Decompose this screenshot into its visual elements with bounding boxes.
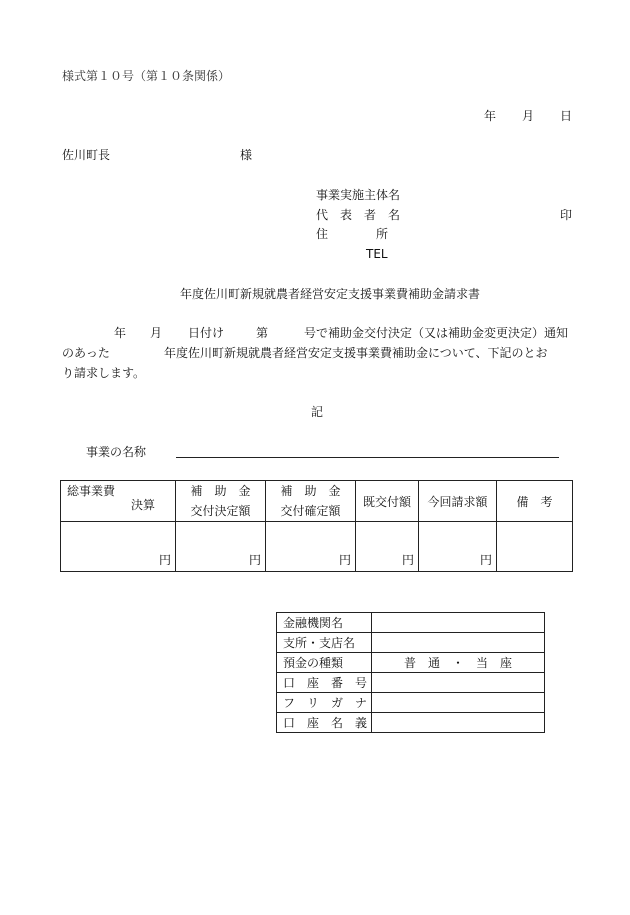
- header-request-amount: 今回請求額: [419, 481, 497, 522]
- project-name-underline: [176, 457, 559, 458]
- furigana-value: [372, 693, 545, 713]
- furigana-label: フ リ ガ ナ: [277, 693, 372, 713]
- decision-amount-cell: 円: [176, 522, 266, 572]
- applicant-rep-label: 代 表 者 名: [316, 208, 401, 222]
- bank-row: [277, 633, 545, 653]
- ki-heading: 記: [311, 405, 324, 419]
- paid-amount-cell: 円: [356, 522, 419, 572]
- header-total-cost-line2: 決算: [130, 498, 155, 512]
- header-remarks: 備 考: [497, 481, 573, 522]
- remarks-cell: [497, 522, 573, 572]
- date-day-label: 日: [560, 109, 573, 123]
- deposit-type-label: 預金の種類: [277, 653, 372, 673]
- branch-name-value: [372, 633, 545, 653]
- bank-row: [277, 653, 545, 673]
- body-line2-rest: 年度佐川町新規就農者経営安定支援事業費補助金について、下記のとお: [164, 346, 548, 360]
- body-line2-lead: のあった: [62, 346, 110, 360]
- header-confirmed-amount: [266, 481, 356, 522]
- account-number-value: [372, 673, 545, 693]
- addressee-honorific: 様: [240, 148, 253, 162]
- body-line1-rest: 号で補助金交付決定（又は補助金変更決定）通知: [304, 326, 569, 340]
- body-year: 年: [114, 326, 127, 340]
- bank-row: [277, 613, 545, 633]
- header-decision-line2: 交付決定額: [190, 504, 251, 518]
- seal-mark: 印: [560, 208, 573, 222]
- account-holder-value: [372, 713, 545, 733]
- branch-name-label: 支所・支店名: [277, 633, 372, 653]
- applicant-tel-label: TEL: [366, 247, 388, 261]
- header-paid-amount: 既交付額: [356, 481, 419, 522]
- applicant-address-label: 住 所: [316, 227, 389, 241]
- form-number: 様式第１０号（第１０条関係）: [62, 69, 231, 83]
- header-total-cost: [61, 481, 176, 522]
- header-confirmed-line2: 交付確定額: [280, 504, 341, 518]
- date-month-label: 月: [522, 109, 535, 123]
- header-confirmed-line1: 補 助 金: [280, 484, 341, 498]
- header-decision-line1: 補 助 金: [190, 484, 251, 498]
- bank-name-label: 金融機関名: [277, 613, 372, 633]
- body-month: 月: [150, 326, 163, 340]
- addressee-name: 佐川町長: [62, 148, 111, 162]
- request-amount-cell: 円: [419, 522, 497, 572]
- bank-row: [277, 713, 545, 733]
- header-decision-amount: [176, 481, 266, 522]
- total-cost-cell: 円: [61, 522, 176, 572]
- applicant-org-label: 事業実施主体名: [316, 188, 401, 202]
- account-number-label: 口 座 番 号: [277, 673, 372, 693]
- bank-table: [276, 612, 545, 733]
- document-title: 年度佐川町新規就農者経営安定支援事業費補助金請求書: [180, 287, 481, 301]
- bank-row: [277, 673, 545, 693]
- body-dated: 日付け: [188, 326, 225, 340]
- body-line3: り請求します。: [62, 366, 146, 380]
- confirmed-amount-cell: 円: [266, 522, 356, 572]
- bank-row: [277, 693, 545, 713]
- bank-name-value: [372, 613, 545, 633]
- summary-table: [60, 480, 573, 572]
- date-year-label: 年: [484, 109, 497, 123]
- deposit-type-value: 普 通 ・ 当 座: [372, 653, 545, 673]
- account-holder-label: 口 座 名 義: [277, 713, 372, 733]
- project-name-label: 事業の名称: [86, 445, 147, 459]
- header-total-cost-line1: 総事業費: [67, 484, 116, 498]
- body-number-prefix: 第: [256, 326, 269, 340]
